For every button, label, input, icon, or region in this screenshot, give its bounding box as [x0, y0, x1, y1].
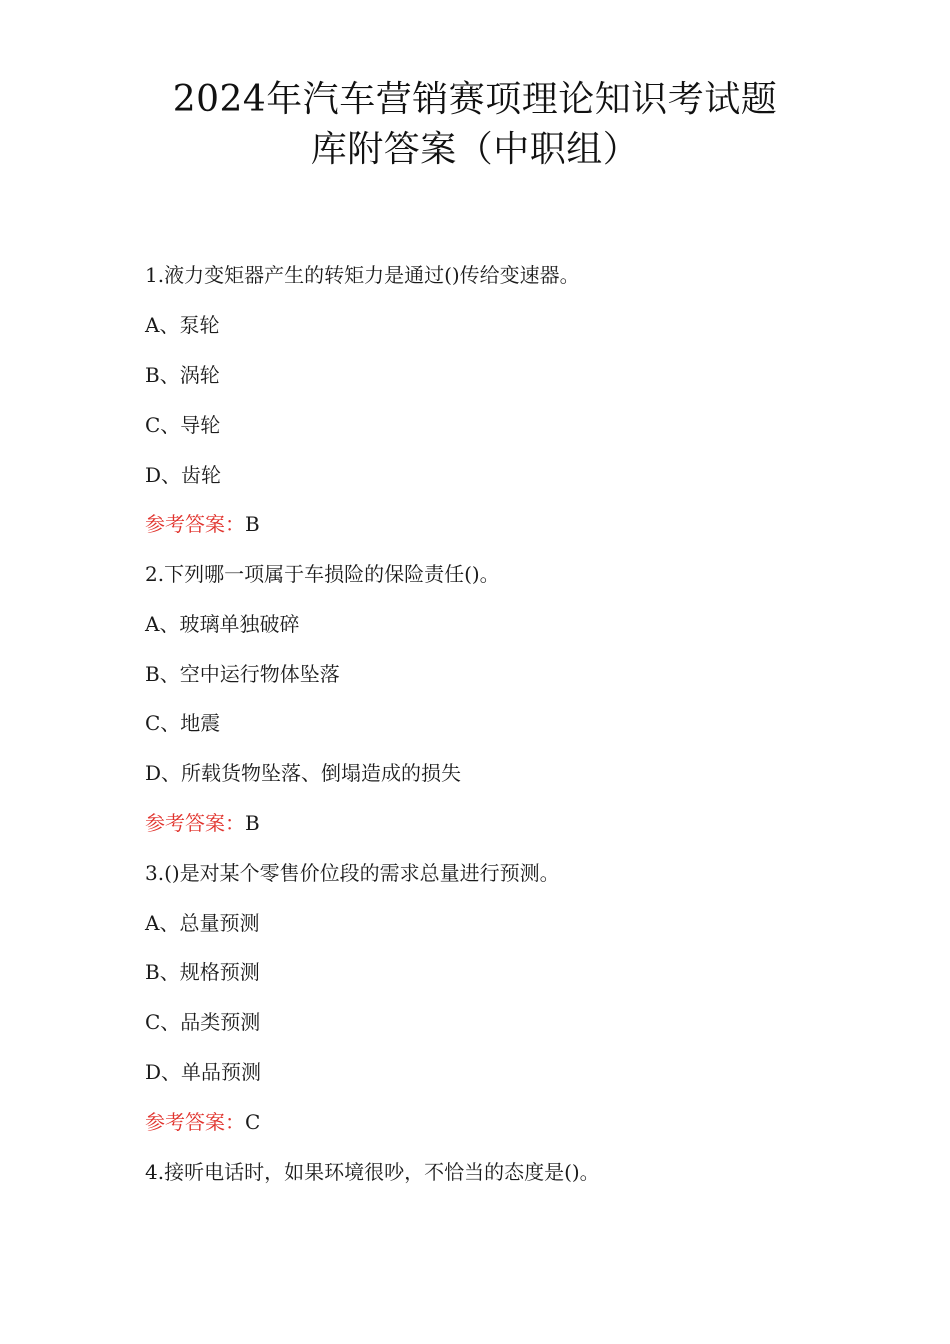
question-1-answer: [145, 510, 260, 538]
answer-label: 参考答案：: [145, 1110, 245, 1134]
answer-value: C: [245, 1110, 261, 1134]
question-3-option-d: D、单品预测: [145, 1060, 262, 1084]
answer-value: B: [245, 811, 260, 835]
question-2-option-c: C、地震: [145, 711, 221, 735]
question-3-answer: [145, 1108, 260, 1136]
question-stem-1: 1.液力变矩器产生的转矩力是通过()传给变速器。: [145, 263, 580, 287]
question-stem-2: 2.下列哪一项属于车损险的保险责任()。: [145, 562, 500, 586]
question-3-option-a: A、总量预测: [145, 911, 260, 935]
question-2-option-a: A、玻璃单独破碎: [145, 612, 300, 636]
question-2-option-d: D、所载货物坠落、倒塌造成的损失: [145, 761, 462, 785]
question-1-option-c: C、导轮: [145, 413, 221, 437]
question-1-option-b: B、涡轮: [145, 363, 220, 387]
answer-label: 参考答案：: [145, 512, 245, 536]
question-2-option-b: B、空中运行物体坠落: [145, 662, 340, 686]
document-title-line-1: 2024年汽车营销赛项理论知识考试题: [172, 79, 778, 120]
answer-label: 参考答案：: [145, 811, 245, 835]
question-1-option-d: D、齿轮: [145, 463, 222, 487]
question-stem-4: 4.接听电话时，如果环境很吵，不恰当的态度是()。: [145, 1160, 600, 1184]
question-1-option-a: A、泵轮: [145, 313, 220, 337]
question-3-option-c: C、品类预测: [145, 1010, 261, 1034]
question-2-answer: [145, 809, 260, 837]
question-stem-3: 3.()是对某个零售价位段的需求总量进行预测。: [145, 861, 560, 885]
answer-value: B: [245, 512, 260, 536]
document-title-line-2: 库附答案（中职组）: [310, 129, 640, 170]
question-3-option-b: B、规格预测: [145, 960, 260, 984]
